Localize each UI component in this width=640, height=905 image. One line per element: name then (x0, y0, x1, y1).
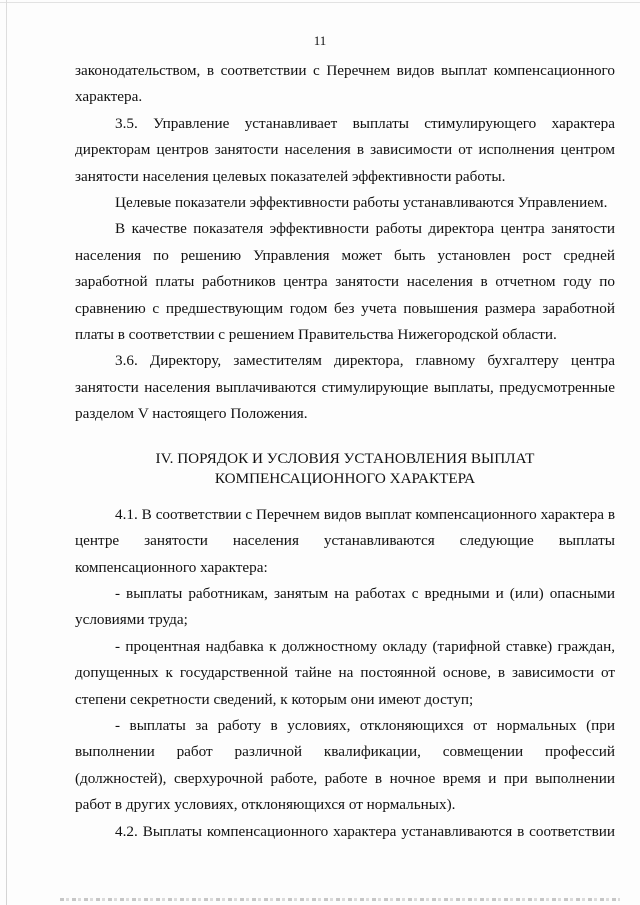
page-number: 11 (313, 33, 327, 48)
paragraph-target-indicators: Целевые показатели эффективности работы устанавливаются Управлением. (115, 194, 608, 212)
paragraph-3-5: 3.5. Управление устанавливает выплаты стимулирующего характера директорам центров занятости населения в зависимости от исполнения центром занятости населения целевых показателей эффективности работы. (75, 114, 615, 185)
paragraph-4-1: 4.1. В соответствии с Перечнем видов выплат компенсационного характера в центре занятости населения устанавливаются следующие выплаты компенсационного характера: (75, 505, 615, 576)
paragraph-efficiency-indicator: В качестве показателя эффективности работы директора центра занятости населения по решению Управления может быть установлен рост средней заработной платы работников центра занятости населения в отчетном году по сравнению с предшествующим годом без учета повышения размера заработной платы в соответствии с решением Правительства Нижегородской области. (75, 220, 615, 344)
list-item-abnormal-conditions: - выплаты за работу в условиях, отклоняющихся от нормальных (при выполнении работ различной квалификации, совмещении профессий (должностей), сверхурочной работе, работе в ночное время и при выполнении работ в других условиях, отклоняющихся от нормальных). (75, 716, 615, 814)
paragraph-continuation: законодательством, в соответствии с Перечнем видов выплат компенсационного характера. (75, 62, 615, 106)
list-item-secrecy-allowance: - процентная надбавка к должностному окладу (тарифной ставке) граждан, допущенных к государственной тайне на постоянной основе, в зависимости от степени секретности сведений, к которым они имеют доступ; (75, 637, 615, 708)
section-heading (75, 449, 615, 489)
section-heading-line-1: IV. ПОРЯДОК И УСЛОВИЯ УСТАНОВЛЕНИЯ ВЫПЛАТ (155, 449, 535, 467)
document-body (75, 58, 615, 845)
scan-edge-bottom (60, 898, 620, 901)
paragraph-4-2: 4.2. Выплаты компенсационного характера устанавливаются в соответствии (115, 822, 615, 840)
scan-edge-top (0, 2, 640, 3)
section-heading-line-2: КОМПЕНСАЦИОННОГО ХАРАКТЕРА (214, 469, 476, 487)
list-item-harmful-conditions: - выплаты работникам, занятым на работах с вредными и (или) опасными условиями труда; (75, 584, 615, 629)
paragraph-3-6: 3.6. Директору, заместителям директора, главному бухгалтеру центра занятости населения выплачиваются стимулирующие выплаты, предусмотренные разделом V настоящего Положения. (75, 352, 615, 423)
scan-edge-left (6, 0, 7, 905)
